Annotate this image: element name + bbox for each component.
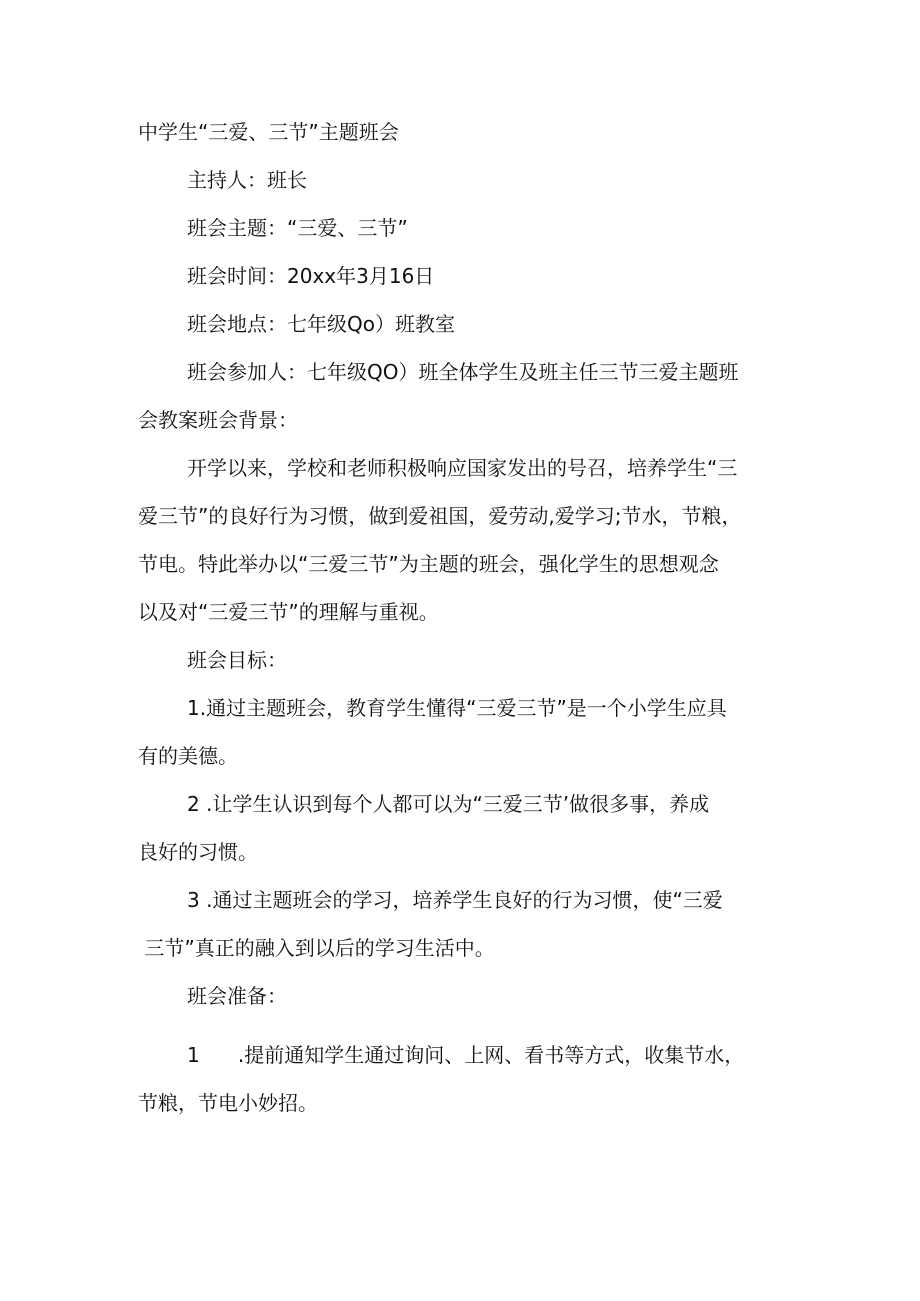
participants-line-2: 会教案班会背景：	[138, 408, 298, 432]
location-line: 班会地点：七年级Qo）班教室	[187, 312, 455, 336]
time-line: 班会时间：20xx年3月16日	[187, 264, 435, 288]
background-line-2: 爱三节”的良好行为习惯，做到爱祖国，爱劳动,爱学习;节水，节粮，	[138, 504, 742, 528]
goal-1-line-2: 有的美德。	[138, 744, 238, 768]
participants-line-1: 班会参加人：七年级QO）班全体学生及班主任三节三爱主题班	[187, 360, 739, 384]
prep-heading: 班会准备：	[187, 984, 287, 1008]
goal-2-line-2: 良好的习惯。	[138, 840, 258, 864]
goal-1-line-1: 1.通过主题班会，教育学生懂得“三爱三节”是一个小学生应具	[187, 696, 727, 720]
document-title: 中学生“三爱、三节”主题班会	[138, 120, 399, 144]
goal-3-line-2: 三节”真正的融入到以后的学习生活中。	[138, 936, 495, 960]
host-line: 主持人：班长	[187, 168, 307, 192]
background-line-4: 以及对“三爱三节”的理解与重视。	[138, 600, 439, 624]
goals-heading: 班会目标：	[187, 648, 287, 672]
goal-3-line-1: 3 .通过主题班会的学习，培养学生良好的行为习惯，使“三爱	[187, 888, 723, 912]
background-line-1: 开学以来，学校和老师积极响应国家发出的号召，培养学生“三	[187, 456, 738, 480]
prep-1-line-1: 1 .提前通知学生通过询问、上网、看书等方式，收集节水，	[187, 1043, 745, 1067]
background-line-3: 节电。特此举办以“三爱三节”为主题的班会，强化学生的思想观念	[138, 552, 719, 576]
goal-2-line-1: 2 .让学生认识到每个人都可以为“三爱三节’做很多事，养成	[187, 792, 710, 816]
theme-line: 班会主题：“三爱、三节”	[187, 216, 408, 240]
prep-1-line-2: 节粮，节电小妙招。	[138, 1091, 318, 1115]
